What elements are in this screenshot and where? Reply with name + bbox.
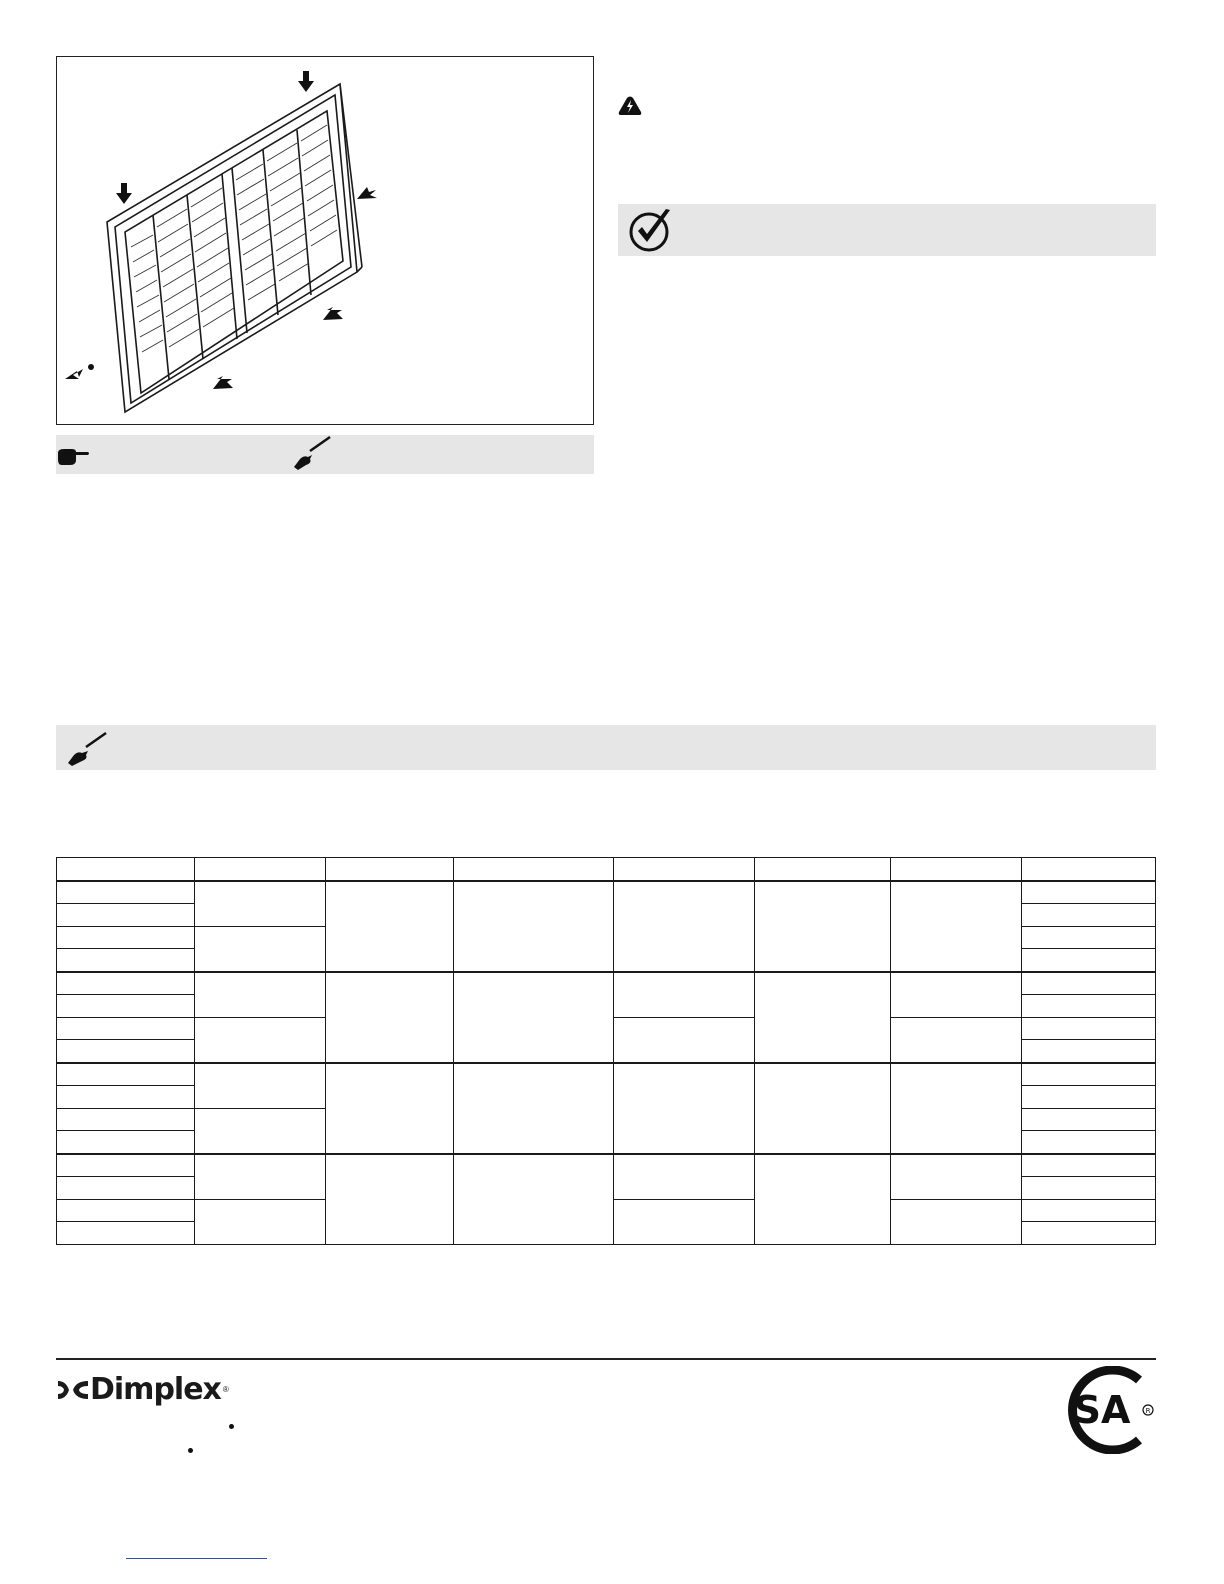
- arrow-icon: [116, 183, 132, 204]
- table-cell: [891, 881, 1022, 972]
- table-cell: [1022, 926, 1156, 949]
- arrow-icon: [298, 71, 314, 92]
- table-cell: [614, 1154, 755, 1200]
- table-cell: [326, 1154, 454, 1245]
- arrow-icon: [323, 307, 343, 320]
- table-cell: [326, 881, 454, 972]
- table-cell: [1022, 1199, 1156, 1222]
- table-cell: [1022, 881, 1156, 904]
- arrow-icon: [65, 369, 83, 379]
- table-cell: [614, 881, 755, 972]
- footer-rule: [56, 1358, 1156, 1360]
- table-cell: [614, 1199, 755, 1244]
- link-underline[interactable]: [126, 1558, 267, 1559]
- table-cell: [57, 1017, 195, 1040]
- table-cell: [57, 995, 195, 1018]
- table-cell: [891, 972, 1022, 1018]
- table-cell: [614, 1017, 755, 1063]
- arrow-icon: [213, 376, 233, 389]
- table-row: [57, 1063, 1156, 1086]
- table-cell: [1022, 1177, 1156, 1200]
- brand-name: Dimplex: [90, 1372, 221, 1407]
- table-cell: [195, 926, 326, 972]
- table-cell: [1022, 904, 1156, 927]
- screwdriver-icon: [290, 435, 334, 471]
- table-cell: [1022, 1222, 1156, 1245]
- arrow-icon: [357, 187, 377, 199]
- table-cell: [57, 926, 195, 949]
- screwdriver-icon: [64, 729, 110, 767]
- spec-table: [56, 857, 1156, 1245]
- table-cell: [614, 972, 755, 1018]
- table-cell: [326, 1063, 454, 1154]
- table-cell: [195, 1063, 326, 1109]
- table-cell: [1022, 1131, 1156, 1154]
- table-header-cell: [614, 858, 755, 881]
- table-header-cell: [195, 858, 326, 881]
- table-cell: [57, 881, 195, 904]
- table-cell: [195, 881, 326, 927]
- table-cell: [57, 1040, 195, 1063]
- table-cell: [755, 1063, 891, 1154]
- svg-text:SA: SA: [1073, 1388, 1131, 1432]
- table-cell: [57, 1154, 195, 1177]
- table-cell: [1022, 1086, 1156, 1109]
- table-cell: [1022, 1063, 1156, 1086]
- table-cell: [57, 1108, 195, 1131]
- check-bar: [618, 204, 1156, 256]
- table-header-cell: [57, 858, 195, 881]
- table-cell: [195, 972, 326, 1018]
- table-cell: [195, 1154, 326, 1200]
- table-cell: [1022, 1017, 1156, 1040]
- table-cell: [1022, 1154, 1156, 1177]
- table-cell: [1022, 1040, 1156, 1063]
- table-cell: [195, 1017, 326, 1063]
- bullet-dot: [229, 1424, 234, 1429]
- table-row: [57, 881, 1156, 904]
- table-cell: [755, 1154, 891, 1245]
- table-cell: [891, 1199, 1022, 1244]
- svg-text:R: R: [1145, 1407, 1151, 1415]
- table-cell: [614, 1063, 755, 1154]
- table-cell: [454, 881, 614, 972]
- table-cell: [57, 1177, 195, 1200]
- table-cell: [891, 1154, 1022, 1200]
- table-header-cell: [326, 858, 454, 881]
- table-row: [57, 1154, 1156, 1177]
- tool-bar: [56, 725, 1156, 770]
- dimplex-mark-icon: [56, 1377, 90, 1403]
- note-bar: [56, 435, 594, 474]
- table-cell: [454, 972, 614, 1063]
- table-cell: [891, 1063, 1022, 1154]
- table-cell: [57, 904, 195, 927]
- registered-mark: ®: [222, 1385, 229, 1394]
- table-cell: [195, 1199, 326, 1244]
- table-row: [57, 972, 1156, 995]
- table-cell: [454, 1063, 614, 1154]
- table-cell: [195, 1108, 326, 1154]
- table-header-row: [57, 858, 1156, 881]
- checkmark-circle-icon: [626, 206, 674, 254]
- electrical-warning-icon: [618, 96, 642, 116]
- csa-mark-icon: [1064, 1366, 1156, 1454]
- grille-illustration: [57, 57, 593, 424]
- table-cell: [1022, 972, 1156, 995]
- table-cell: [57, 1131, 195, 1154]
- table-cell: [755, 972, 891, 1063]
- brand-logo: [56, 1372, 229, 1407]
- table-cell: [57, 1063, 195, 1086]
- bullet-dot: [188, 1448, 193, 1453]
- table-cell: [57, 972, 195, 995]
- table-cell: [57, 1222, 195, 1245]
- table-cell: [1022, 1108, 1156, 1131]
- table-cell: [1022, 949, 1156, 972]
- table-cell: [57, 1199, 195, 1222]
- pointing-hand-icon: [56, 448, 90, 466]
- table-cell: [1022, 995, 1156, 1018]
- table-cell: [454, 1154, 614, 1245]
- table-cell: [57, 1086, 195, 1109]
- table-header-cell: [454, 858, 614, 881]
- table-header-cell: [891, 858, 1022, 881]
- table-cell: [326, 972, 454, 1063]
- table-cell: [891, 1017, 1022, 1063]
- figure-frame: [56, 56, 594, 425]
- table-header-cell: [755, 858, 891, 881]
- table-cell: [755, 881, 891, 972]
- table-header-cell: [1022, 858, 1156, 881]
- table-cell: [57, 949, 195, 972]
